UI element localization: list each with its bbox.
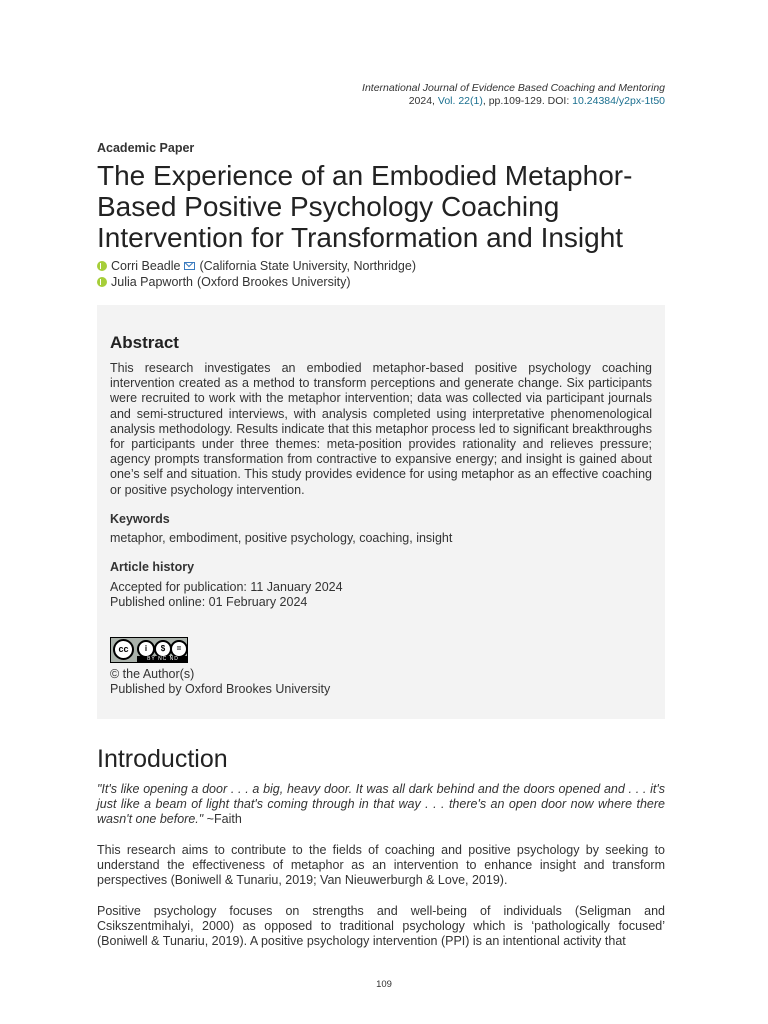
journal-header: [362, 82, 665, 108]
email-icon[interactable]: [184, 262, 195, 270]
journal-name: International Journal of Evidence Based Coaching and Mentoring: [362, 82, 665, 94]
introduction-heading: Introduction: [97, 745, 228, 773]
by-icon: i: [137, 640, 155, 658]
publisher-text: Published by Oxford Brookes University: [110, 682, 331, 696]
published-date: Published online: 01 February 2024: [110, 595, 308, 609]
citation-pages: , pp.109-129. DOI:: [482, 95, 573, 107]
keywords-text: metaphor, embodiment, positive psychology, coaching, insight: [110, 531, 453, 545]
copyright-text: © the Author(s): [110, 667, 195, 681]
body-paragraph: This research aims to contribute to the fields of coaching and positive psychology by seeking to understand the effectiveness of metaphor as an intervention to enhance insight and transform perspectives (Boniwell & Tunariu, 2019; Van Nieuwerburgh & Love, 2019).: [97, 843, 665, 888]
quote-attribution: ~Faith: [203, 812, 242, 827]
cc-icon: cc: [113, 639, 134, 660]
author-affiliation: (California State University, Northridge): [199, 259, 416, 273]
cc-by-nc-nd-icon[interactable]: [110, 637, 188, 663]
nc-icon: $: [154, 640, 172, 658]
author-row: [97, 258, 416, 274]
author-list: [97, 258, 416, 290]
paper-type: Academic Paper: [97, 141, 195, 155]
accepted-date: Accepted for publication: 11 January 2024: [110, 580, 343, 594]
nd-icon: =: [170, 640, 188, 658]
citation-line: [362, 95, 665, 108]
author-name: Julia Papworth: [111, 275, 193, 289]
abstract-box: [97, 305, 665, 719]
citation-year: 2024,: [408, 95, 438, 107]
abstract-heading: Abstract: [110, 333, 179, 352]
page-number: 109: [376, 979, 392, 990]
license-strip: BY NC ND: [137, 656, 188, 662]
author-row: [97, 274, 416, 290]
keywords-heading: Keywords: [110, 512, 170, 526]
volume-link[interactable]: Vol. 22(1): [437, 95, 483, 107]
abstract-text: This research investigates an embodied metaphor-based positive psychology coaching intervention created as a method to transform perceptions and generate change. Six participants were recruited to work with the metaphor intervention; data was collected via participant journals and semi-structured interviews, with analysis completed using interpretative phenomenological analysis methodology. Results indicate that this metaphor process led to significant breakthroughs for participants under three themes: meta-position provides rationality and relieves pressure; agency prompts transformation from contractive to expansive energy; and insight is gained about one’s self and situation. This study provides evidence for using metaphor as an effective coaching or positive psychology intervention.: [110, 361, 652, 497]
paper-title: The Experience of an Embodied Metaphor-Based Positive Psychology Coaching Intervention for Transformation and Insight: [97, 160, 633, 253]
history-heading: Article history: [110, 560, 195, 574]
opening-quote: [97, 782, 665, 828]
doi-link[interactable]: 10.24384/y2px-1t50: [572, 95, 665, 107]
author-name: Corri Beadle: [111, 259, 181, 273]
orcid-icon[interactable]: [97, 277, 107, 287]
author-affiliation: (Oxford Brookes University): [197, 275, 351, 289]
quote-text: "It's like opening a door . . . a big, heavy door. It was all dark behind and the doors opened and . . . it's just like a beam of light that's coming through in that way . . . there's an open door now where there wasn't one before.": [97, 782, 665, 827]
orcid-icon[interactable]: [97, 261, 107, 271]
body-paragraph: Positive psychology focuses on strengths and well-being of individuals (Seligman and Csikszentmihalyi, 2000) as opposed to traditional psychology which is ‘pathologically focused’ (Boniwell & Tunariu, 2019). A positive psychology intervention (PPI) is an intentional activity that: [97, 904, 665, 949]
